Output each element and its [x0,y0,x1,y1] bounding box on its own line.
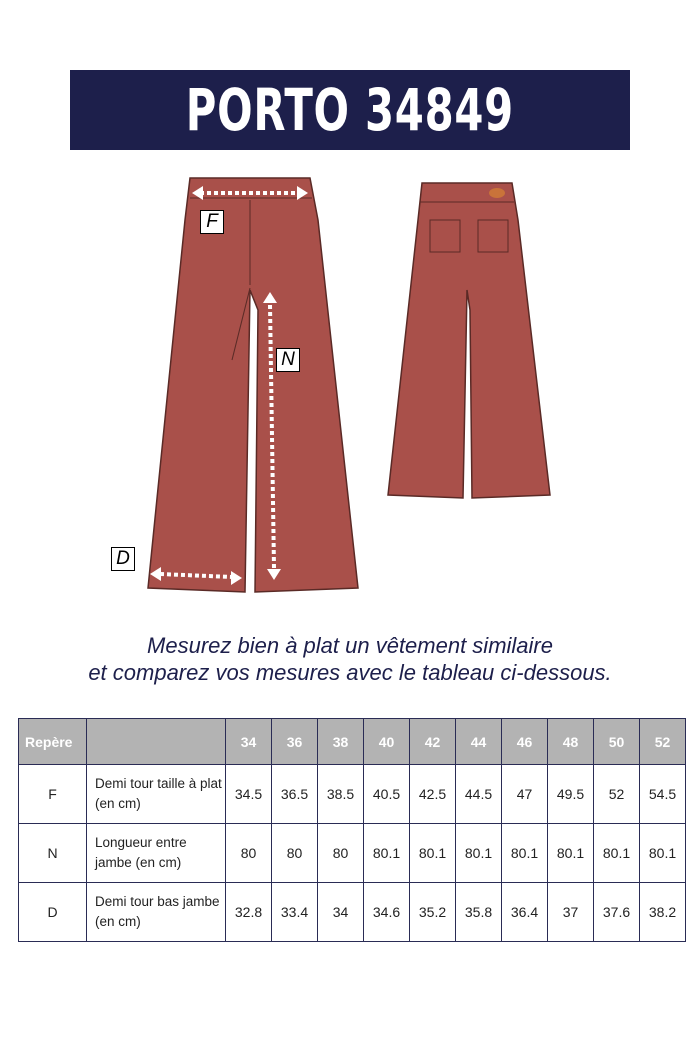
table-row [19,883,686,942]
header-cell: 40 [364,719,410,765]
value-cell: 37 [548,883,594,942]
description-cell: Longueur entre jambe (en cm) [87,824,226,883]
title-banner [70,70,630,150]
header-cell: 48 [548,719,594,765]
table-header-row [19,719,686,765]
value-cell: 52 [594,765,640,824]
header-cell: 50 [594,719,640,765]
label-n: N [276,348,300,372]
value-cell: 42.5 [410,765,456,824]
label-d: D [111,547,135,571]
value-cell: 34.6 [364,883,410,942]
value-cell: 80.1 [502,824,548,883]
value-cell: 80 [226,824,272,883]
value-cell: 80 [272,824,318,883]
header-cell: 44 [456,719,502,765]
value-cell: 38.5 [318,765,364,824]
value-cell: 32.8 [226,883,272,942]
header-cell: 36 [272,719,318,765]
value-cell: 80.1 [364,824,410,883]
value-cell: 47 [502,765,548,824]
value-cell: 34.5 [226,765,272,824]
header-cell: 34 [226,719,272,765]
value-cell: 33.4 [272,883,318,942]
value-cell: 80.1 [456,824,502,883]
pants-illustration [0,160,700,600]
code-cell: N [19,824,87,883]
label-f: F [200,210,224,234]
header-cell: 52 [640,719,686,765]
value-cell: 34 [318,883,364,942]
value-cell: 36.5 [272,765,318,824]
size-table [18,718,686,942]
description-cell: Demi tour bas jambe (en cm) [87,883,226,942]
value-cell: 37.6 [594,883,640,942]
header-cell [87,719,226,765]
code-cell: F [19,765,87,824]
back-view-pants [388,183,550,498]
value-cell: 35.8 [456,883,502,942]
value-cell: 35.2 [410,883,456,942]
value-cell: 36.4 [502,883,548,942]
header-cell: 46 [502,719,548,765]
instructions [0,632,700,686]
table-row [19,765,686,824]
description-cell: Demi tour taille à plat (en cm) [87,765,226,824]
code-cell: D [19,883,87,942]
header-cell: 42 [410,719,456,765]
value-cell: 80 [318,824,364,883]
value-cell: 54.5 [640,765,686,824]
instruction-line-1: Mesurez bien à plat un vêtement similaire [147,633,553,658]
value-cell: 80.1 [640,824,686,883]
table-row [19,824,686,883]
value-cell: 40.5 [364,765,410,824]
value-cell: 80.1 [594,824,640,883]
header-cell: 38 [318,719,364,765]
instruction-line-2: et comparez vos mesures avec le tableau ci-dessous. [88,660,612,685]
front-view-pants [148,178,358,592]
value-cell: 49.5 [548,765,594,824]
value-cell: 80.1 [548,824,594,883]
header-cell: Repère [19,719,87,765]
value-cell: 38.2 [640,883,686,942]
value-cell: 80.1 [410,824,456,883]
product-title: PORTO 34849 [185,76,515,144]
value-cell: 44.5 [456,765,502,824]
